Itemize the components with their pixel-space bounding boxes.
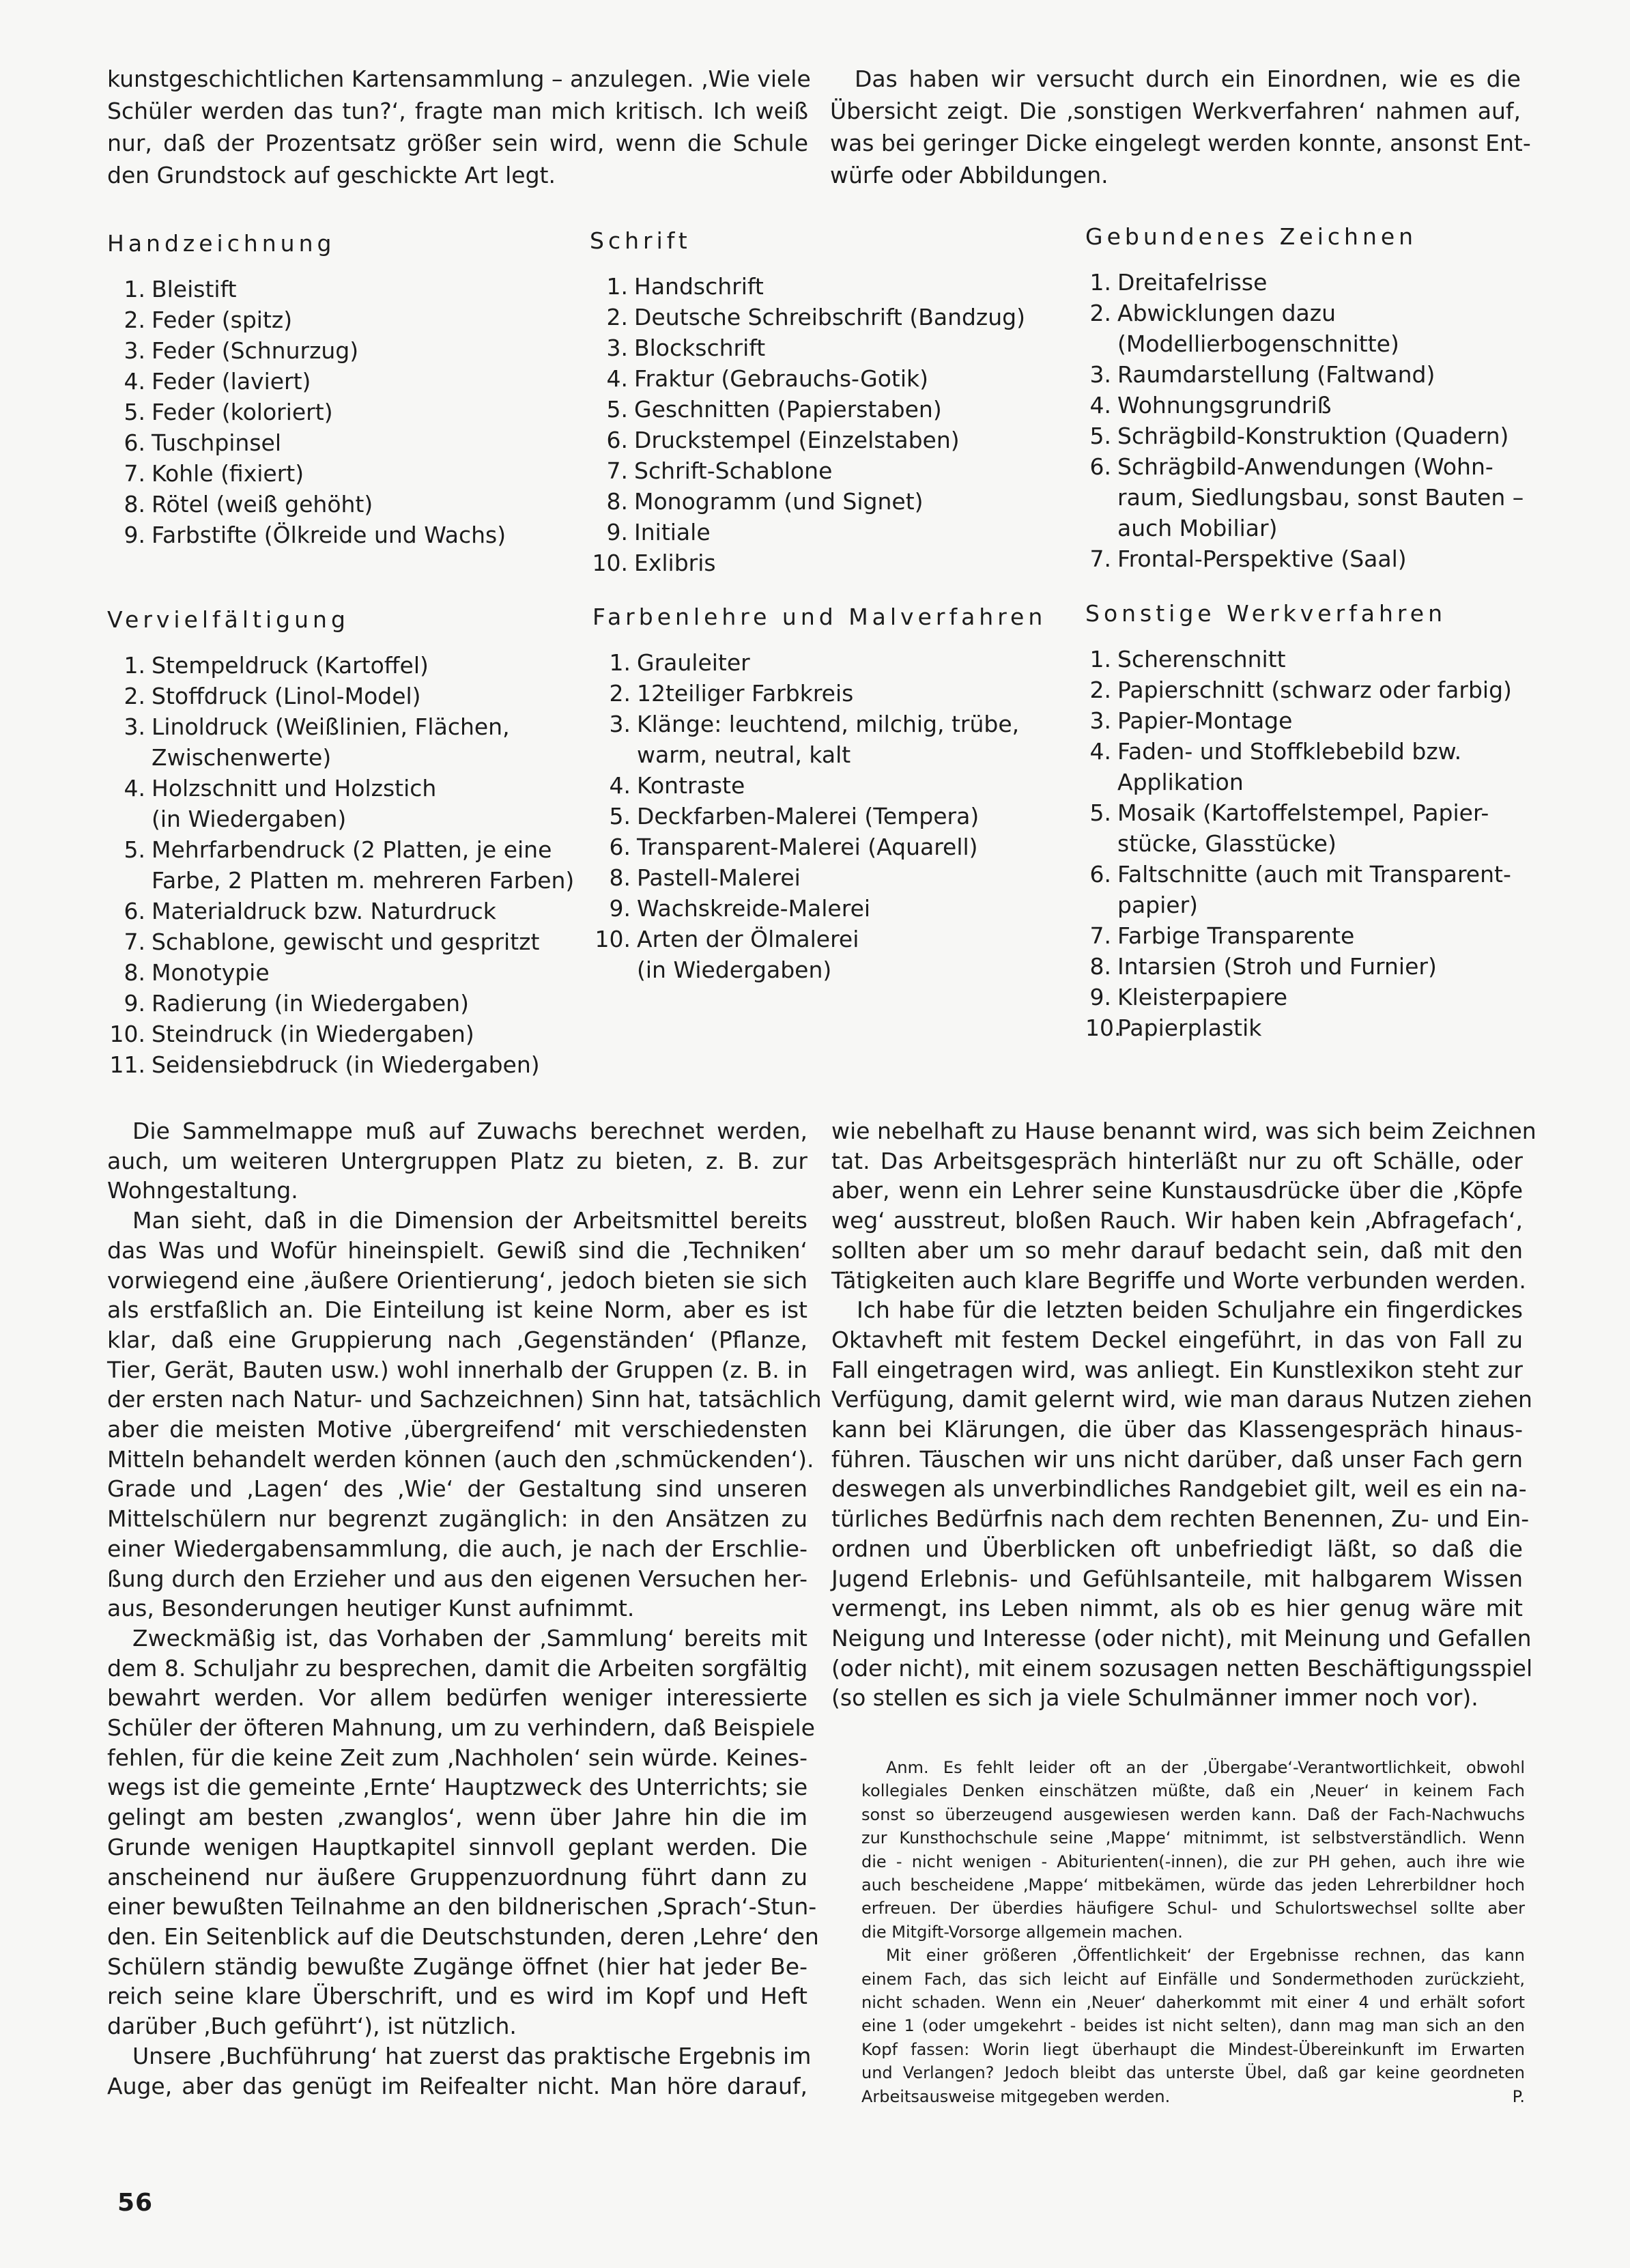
list-item-label: Geschnitten (Papierstaben) (634, 396, 942, 423)
list-item (1085, 675, 1512, 705)
list-item-label: Tuschpinsel (152, 429, 282, 456)
text-line: nicht schaden. Wenn ein ‚Neuer‘ daherkommt mit einer 4 und erhält sofort (861, 1993, 1525, 2013)
list-item-number: 5. (124, 836, 145, 863)
list-item (1085, 890, 1512, 920)
list-item-label: Farbe, 2 Platten m. mehreren Farben) (152, 867, 575, 894)
list-item-number: 4. (606, 365, 628, 392)
text-line: Wohngestaltung. (107, 1177, 298, 1204)
text-line: darüber ‚Buch geführt‘), ist nützlich. (107, 2013, 517, 2040)
list-item-label: Dreitafelrisse (1117, 269, 1268, 296)
list-item-number: 5. (1089, 799, 1111, 826)
text-line: tat. Das Arbeitsgespräch hinterläßt nur zu oft Schälle, oder (831, 1147, 1523, 1174)
list-item-number: 5. (1089, 423, 1111, 449)
list-item-label: Steindruck (in Wiedergaben) (152, 1021, 474, 1047)
text-line: zur Kunsthochschule seine ‚Mappe‘ mitnimmt, ist selbstverständlich. Wenn (861, 1828, 1525, 1848)
text-line: führen. Täuschen wir uns nicht darüber, daß unser Fach gern (831, 1445, 1523, 1473)
list-item (592, 924, 1046, 954)
list-item-label: Klänge: leuchtend, milchig, trübe, (637, 711, 1020, 737)
text-line: bewahrt werden. Vor allem bedürfen weniger interessierte (107, 1684, 807, 1712)
text-line: Verfügung, damit gelernt wird, wie man daraus Nutzen ziehen (831, 1386, 1532, 1413)
list-item (1085, 797, 1512, 828)
list-item-label: Mosaik (Kartoffelstempel, Papier- (1117, 799, 1489, 826)
text-line: Übersicht zeigt. Die ‚sonstigen Werkverfahren‘ nahmen auf, (830, 98, 1521, 124)
list-item-number: 3. (1089, 707, 1111, 734)
text-line: Mit einer größeren ‚Öffentlichkeit‘ der Ergebnisse rechnen, das kann (886, 1946, 1525, 1966)
text-line: auch, um weiteren Untergruppen Platz zu bieten, z. B. zur (107, 1147, 807, 1174)
list-item-number (1085, 767, 1117, 797)
text-line: Neigung und Interesse (oder nicht), mit Meinung und Gefallen (831, 1624, 1532, 1652)
list-item (1085, 767, 1512, 797)
list-item-number: 2. (124, 307, 145, 333)
text-line: den Grundstock auf geschickte Art legt. (107, 162, 556, 188)
list-item (592, 893, 1046, 924)
list-item (107, 650, 574, 681)
text-line: erfreuen. Der überdies häufigere Schul- und Schulortswechsel sollte aber (861, 1899, 1525, 1918)
list-item-number (107, 865, 152, 896)
list-item-number: 6. (609, 834, 631, 860)
list-item-number: 9. (124, 990, 145, 1017)
text-line: weg‘ ausstreut, bloßen Rauch. Wir haben kein ‚Abfragefach‘, (831, 1207, 1523, 1234)
list-handzeichnung (107, 229, 506, 550)
list-item-label: warm, neutral, kalt (637, 741, 851, 768)
list-item-label: Arten der Ölmalerei (637, 926, 859, 952)
list-item-number: 9. (609, 895, 631, 922)
text-line: einem Fach, das sich leicht auf Einfälle und Sondermethoden zurückzieht, (861, 1969, 1525, 1989)
list-item-label: Blockschrift (634, 335, 766, 361)
list-item-number: 1. (609, 649, 631, 676)
list-item-label: Transparent-Malerei (Aquarell) (637, 834, 978, 860)
list-item-number: 9. (124, 522, 145, 548)
list-item-number: 2. (124, 683, 145, 709)
list-item-label: Schrägbild-Konstruktion (Quadern) (1117, 423, 1509, 449)
list-item (107, 804, 574, 834)
text-line: (oder nicht), mit einem sozusagen netten Beschäftigungsspiel (831, 1654, 1533, 1682)
text-line: ordnen und Überblicken oft unbefriedigt läßt, so daß die (831, 1535, 1523, 1562)
list-item-number: 1. (124, 276, 145, 302)
text-line: Das haben wir versucht durch ein Einordnen, wie es die (855, 66, 1521, 92)
list-item (1085, 513, 1524, 543)
text-line: Tätigkeiten auch klare Begriffe und Worte verbunden werden. (831, 1266, 1526, 1294)
list-item (1085, 920, 1512, 951)
list-item-label: Schrift-Schablone (634, 457, 833, 484)
list-item-number: 4. (1089, 738, 1111, 765)
list-item-number: 10. (592, 550, 628, 576)
list-item-label: Deutsche Schreibschrift (Bandzug) (634, 304, 1025, 330)
text-line: das Was und Wofür hineinspielt. Gewiß sind die ‚Techniken‘ (107, 1236, 807, 1264)
text-line: kunstgeschichtlichen Kartensammlung – anzulegen. ‚Wie viele (107, 66, 811, 92)
page-number: 56 (117, 2189, 154, 2217)
list-item-label: Zwischenwerte) (152, 744, 332, 771)
list-item (590, 332, 1025, 363)
list-item (1085, 451, 1524, 482)
list-item-number: 4. (124, 368, 145, 395)
list-item-label: Exlibris (634, 550, 716, 576)
list-item-label: Bleistift (152, 276, 237, 302)
list-item-number: 7. (124, 929, 145, 955)
list-heading: Sonstige Werkverfahren (1085, 600, 1446, 627)
text-line: aber, wenn ein Lehrer seine Kunstausdrücke über die ‚Köpfe (831, 1177, 1523, 1204)
list-item-label: Papierschnitt (schwarz oder farbig) (1117, 677, 1512, 703)
list-item-number: 4. (609, 772, 631, 799)
text-line: (so stellen es sich ja viele Schulmänner immer noch vor). (831, 1684, 1478, 1712)
list-item-number: 1. (124, 652, 145, 679)
list-item (1085, 1012, 1512, 1043)
body-text-right-column (831, 1116, 1536, 1713)
text-line: deswegen als unverbindliches Randgebiet gilt, weil es ein na- (831, 1475, 1527, 1503)
list-item (107, 427, 506, 458)
text-line: wie nebelhaft zu Hause benannt wird, was sich beim Zeichnen (831, 1118, 1536, 1144)
list-item-label: Initiale (634, 519, 711, 545)
text-line: sollten aber um so mehr darauf bedacht sein, daß mit den (831, 1236, 1523, 1264)
list-item (107, 957, 574, 988)
list-item-number: 3. (124, 337, 145, 364)
list-item (592, 801, 1046, 832)
list-heading: Gebundenes Zeichnen (1085, 223, 1418, 250)
text-line: Mitteln behandelt werden können (auch den ‚schmückenden‘). (107, 1445, 814, 1473)
list-item-number: 7. (606, 457, 628, 484)
list-item-label: Grauleiter (637, 649, 750, 676)
text-line: fehlen, für die keine Zeit zum ‚Nachholen‘ sein würde. Keines- (107, 1744, 807, 1771)
body-text-left-column (107, 1116, 822, 2101)
list-item (1085, 644, 1512, 675)
text-line: aus, Besonderungen heutiger Kunst aufnimmt. (107, 1595, 635, 1622)
list-item-label: Seidensiebdruck (in Wiedergaben) (152, 1051, 540, 1078)
list-item (590, 363, 1025, 394)
list-item-number: 3. (1089, 361, 1111, 388)
list-item (592, 647, 1046, 678)
list-item-label: Papierplastik (1117, 1015, 1262, 1041)
text-line: einer bewußten Teilnahme an den bildnerischen ‚Sprach‘-Stun- (107, 1893, 817, 1920)
text-line: gelingt am besten ‚zwanglos‘, wenn über Jahre hin die im (107, 1804, 807, 1831)
list-item-number: 7. (1089, 922, 1111, 949)
list-item-number: 3. (606, 335, 628, 361)
list-item (592, 739, 1046, 770)
list-item-number: 8. (609, 864, 631, 891)
list-item-number (1085, 513, 1117, 543)
list-item-label: Abwicklungen dazu (1117, 300, 1336, 326)
list-item-number: 4. (124, 775, 145, 802)
list-item-label: (in Wiedergaben) (152, 806, 347, 832)
list-item-label: Schablone, gewischt und gespritzt (152, 929, 540, 955)
list-item (590, 486, 1025, 517)
list-item-label: Intarsien (Stroh und Furnier) (1117, 953, 1437, 980)
text-line: würfe oder Abbildungen. (830, 162, 1109, 188)
list-schrift (590, 226, 1025, 578)
list-item (1085, 267, 1524, 298)
list-item-label: Papier-Montage (1117, 707, 1293, 734)
list-item-label: Faltschnitte (auch mit Transparent- (1117, 861, 1511, 888)
text-line: Auge, aber das genügt im Reifealter nicht. Man höre darauf, (107, 2072, 807, 2099)
text-line: kollegiales Denken einschätzen müßte, daß ein ‚Neuer‘ in keinem Fach (861, 1781, 1525, 1801)
list-item (590, 271, 1025, 302)
list-item-number: 10. (1085, 1015, 1121, 1041)
signature-initial: P. (1512, 2086, 1525, 2106)
list-item (592, 709, 1046, 739)
list-item-label: Deckfarben-Malerei (Tempera) (637, 803, 980, 830)
list-item-number: 5. (124, 399, 145, 425)
list-item-number (1085, 328, 1117, 359)
list-item-label: Stempeldruck (Kartoffel) (152, 652, 429, 679)
list-item-label: Wohnungsgrundriß (1117, 392, 1332, 419)
list-item-label: Monogramm (und Signet) (634, 488, 924, 515)
list-item-number: 3. (124, 713, 145, 740)
list-item-label: (Modellierbogenschnitte) (1117, 330, 1399, 357)
list-item-label: Raumdarstellung (Faltwand) (1117, 361, 1435, 388)
list-item-label: Feder (Schnurzug) (152, 337, 359, 364)
list-item (1085, 298, 1524, 328)
list-item (590, 517, 1025, 548)
list-item-label: Kontraste (637, 772, 745, 799)
list-item-number (1085, 828, 1117, 859)
text-line: Ich habe für die letzten beiden Schuljahre ein fingerdickes (857, 1296, 1523, 1324)
list-item-label: Materialdruck bzw. Naturdruck (152, 898, 496, 924)
list-item (107, 773, 574, 804)
list-item-number: 7. (1089, 545, 1111, 572)
text-line: Grade und ‚Lagen‘ des ‚Wie‘ der Gestaltung sind unseren (107, 1475, 807, 1503)
list-item-label: 12teiliger Farbkreis (637, 680, 854, 707)
list-item-number (107, 742, 152, 773)
list-item-label: Farbige Transparente (1117, 922, 1355, 949)
text-line: wegs ist die gemeinte ‚Ernte‘ Hauptzweck des Unterrichts; sie (107, 1774, 808, 1801)
text-line: Schüler werden das tun?‘, fragte man mich kritisch. Ich weiß (107, 98, 808, 124)
list-item-label: raum, Siedlungsbau, sonst Bauten – (1117, 484, 1524, 511)
list-item-label: Farbstifte (Ölkreide und Wachs) (152, 522, 506, 548)
list-item (107, 711, 574, 742)
list-item-number: 6. (124, 429, 145, 456)
list-item-label: papier) (1117, 892, 1199, 918)
list-item (107, 1019, 574, 1049)
list-item-label: Applikation (1117, 769, 1244, 795)
list-item-label: Pastell-Malerei (637, 864, 801, 891)
text-line: und Verlangen? Jedoch bleibt das unterste Übel, daß gar keine geordneten (861, 2063, 1525, 2083)
text-line: die Mitgift-Vorsorge allgemein machen. (861, 1922, 1183, 1942)
text-line: Jugend Erlebnis- und Gefühlsanteile, mit halbgarem Wissen (831, 1565, 1523, 1592)
list-item-label: Fraktur (Gebrauchs-Gotik) (634, 365, 929, 392)
list-item (107, 926, 574, 957)
list-item-number: 9. (1089, 984, 1111, 1010)
list-item (107, 681, 574, 711)
intro-left-paragraph (107, 63, 811, 191)
text-line: klar, daß eine Gruppierung nach ‚Gegenständen‘ (Pflanze, (107, 1326, 807, 1353)
list-item-label: Monotypie (152, 959, 270, 986)
list-item-label: Holzschnitt und Holzstich (152, 775, 437, 802)
list-gebundenes-zeichnen (1085, 222, 1524, 574)
list-item (592, 832, 1046, 862)
text-line: Die Sammelmappe muß auf Zuwachs berechnet werden, (132, 1118, 807, 1144)
list-item (592, 678, 1046, 709)
text-line: auch bescheidene ‚Mappe‘ mitbekämen, würde das jeden Lehrerbildner hoch (861, 1875, 1525, 1895)
list-item-number: 8. (1089, 953, 1111, 980)
footnote-annotation (861, 1756, 1525, 2108)
text-line: Zweckmäßig ist, das Vorhaben der ‚Sammlung‘ bereits mit (132, 1624, 807, 1652)
text-line: nur, daß der Prozentsatz größer sein wird, wenn die Schule (107, 130, 808, 156)
list-item (107, 366, 506, 397)
list-item-label: Mehrfarbendruck (2 Platten, je eine (152, 836, 552, 863)
list-item (107, 520, 506, 550)
list-item (1085, 328, 1524, 359)
list-item-label: Rötel (weiß gehöht) (152, 491, 373, 518)
text-line: türliches Bedürfnis nach dem rechten Benennen, Zu- und Ein- (831, 1505, 1530, 1533)
list-item (1085, 951, 1512, 982)
list-item-number: 11. (109, 1051, 145, 1078)
list-item (1085, 705, 1512, 736)
text-line: die - nicht wenigen - Abiturienten(-innen), die zur PH gehen, auch ihre wie (861, 1852, 1525, 1871)
list-item (107, 742, 574, 773)
list-item-number: 2. (606, 304, 628, 330)
text-line: einer Wiedergabensammlung, die auch, je nach der Erschlie- (107, 1535, 807, 1562)
text-line: anscheinend nur äußere Gruppenzuordnung führt dann zu (107, 1863, 807, 1890)
list-item-label: Handschrift (634, 273, 764, 300)
list-item (592, 770, 1046, 801)
list-item-number: 8. (124, 959, 145, 986)
list-item-number: 5. (609, 803, 631, 830)
list-item-label: Feder (koloriert) (152, 399, 333, 425)
list-item-label: Faden- und Stoffklebebild bzw. (1117, 738, 1462, 765)
text-line: der ersten nach Natur- und Sachzeichnen) Sinn hat, tatsächlich (107, 1386, 822, 1413)
intro-right-paragraph (830, 63, 1531, 191)
list-item-number: 3. (609, 711, 631, 737)
text-line: Man sieht, daß in die Dimension der Arbeitsmittel bereits (132, 1207, 807, 1234)
text-line: kann bei Klärungen, die über das Klassengespräch hinaus- (831, 1416, 1523, 1443)
list-item-number (107, 804, 152, 834)
list-item-label: Feder (laviert) (152, 368, 311, 395)
list-item-number: 1. (606, 273, 628, 300)
list-item (107, 489, 506, 520)
text-line: ßung durch den Erzieher und aus den eigenen Versuchen her- (107, 1565, 807, 1592)
list-item (590, 425, 1025, 455)
list-vervielfaeltigung (107, 605, 574, 1080)
list-item (1085, 482, 1524, 513)
list-item-number: 6. (1089, 453, 1111, 480)
text-line: Arbeitsausweise mitgegeben werden. (861, 2086, 1171, 2106)
list-item-number (592, 954, 637, 985)
text-line: als erstfaßlich an. Die Einteilung ist keine Norm, aber es ist (107, 1296, 807, 1324)
list-item-number: 9. (606, 519, 628, 545)
list-item-number: 8. (606, 488, 628, 515)
text-line: sonst so überzeugend ausgewiesen werden kann. Daß der Fach-Nachwuchs (861, 1804, 1525, 1824)
list-item (1085, 359, 1524, 390)
text-line: vermengt, ins Leben nimmt, als ob es hier genug wäre mit (831, 1595, 1523, 1622)
list-item (107, 865, 574, 896)
list-item-number: 2. (1089, 300, 1111, 326)
list-item (590, 548, 1025, 578)
list-item-number: 8. (124, 491, 145, 518)
list-item-number (1085, 890, 1117, 920)
list-item-label: Feder (spitz) (152, 307, 293, 333)
list-item-label: Radierung (in Wiedergaben) (152, 990, 469, 1017)
list-item-label: Kohle (fixiert) (152, 460, 304, 487)
list-item (590, 394, 1025, 425)
list-item-number: 6. (1089, 861, 1111, 888)
list-item (1085, 828, 1512, 859)
list-item-number: 6. (606, 427, 628, 453)
text-line: was bei geringer Dicke eingelegt werden konnte, ansonst Ent- (830, 130, 1531, 156)
list-item (107, 335, 506, 366)
list-heading: Schrift (590, 227, 691, 254)
list-item-number: 6. (124, 898, 145, 924)
list-item (1085, 543, 1524, 574)
text-line: eine 1 (oder umgekehrt - beides ist nicht selten), dann mag man sich an den (861, 2016, 1525, 2036)
text-line: Schülern ständig bewußte Zugänge öffnet (hier hat jeder Be- (107, 1953, 807, 1980)
list-item (592, 862, 1046, 893)
text-line: Fall eingetragen wird, was anliegt. Ein Kunstlexikon steht zur (831, 1356, 1523, 1383)
list-sonstige-werkverfahren (1085, 599, 1512, 1043)
list-item-label: stücke, Glasstücke) (1117, 830, 1336, 857)
list-item-number: 2. (1089, 677, 1111, 703)
list-item-label: Linoldruck (Weißlinien, Flächen, (152, 713, 510, 740)
list-item-number (592, 739, 637, 770)
text-line: Unsere ‚Buchführung‘ hat zuerst das praktische Ergebnis im (132, 2042, 812, 2069)
list-item-label: Stoffdruck (Linol-Model) (152, 683, 421, 709)
list-item (107, 304, 506, 335)
list-item-label: Druckstempel (Einzelstaben) (634, 427, 960, 453)
list-item (590, 455, 1025, 486)
text-line: vorwiegend eine ‚äußere Orientierung‘, jedoch bieten sie sich (107, 1266, 807, 1294)
list-item (1085, 390, 1524, 421)
list-item (107, 274, 506, 304)
text-line: Schüler der öfteren Mahnung, um zu verhindern, daß Beispiele (107, 1714, 815, 1742)
list-item-label: Frontal-Perspektive (Saal) (1117, 545, 1407, 572)
list-item-number: 5. (606, 396, 628, 423)
list-item-label: Kleisterpapiere (1117, 984, 1288, 1010)
list-heading: Handzeichnung (107, 230, 336, 257)
text-line: Anm. Es fehlt leider oft an der ‚Übergabe‘-Verantwortlichkeit, obwohl (886, 1758, 1525, 1777)
list-item-number: 1. (1089, 269, 1111, 296)
text-line: Mittelschülern nur begrenzt zugänglich: in den Ansätzen zu (107, 1505, 807, 1533)
list-item (1085, 982, 1512, 1012)
list-item (590, 302, 1025, 332)
list-farbenlehre (592, 602, 1046, 985)
list-item-number (1085, 482, 1117, 513)
list-item-label: Wachskreide-Malerei (637, 895, 871, 922)
text-line: reich seine klare Überschrift, und es wird im Kopf und Heft (107, 1983, 807, 2010)
list-item (592, 954, 1046, 985)
list-item (1085, 421, 1524, 451)
list-item-number: 4. (1089, 392, 1111, 419)
list-heading: Vervielfältigung (107, 606, 349, 633)
list-item-label: Scherenschnitt (1117, 646, 1286, 672)
text-line: Kopf fassen: Worin liegt überhaupt die Mindest-Übereinkunft im Erwarten (861, 2039, 1525, 2059)
list-item (1085, 859, 1512, 890)
list-item-number: 10. (109, 1021, 145, 1047)
list-item (107, 896, 574, 926)
list-heading: Farbenlehre und Malverfahren (592, 604, 1047, 630)
list-item-number: 2. (609, 680, 631, 707)
text-line: Tier, Gerät, Bauten usw.) wohl innerhalb der Gruppen (z. B. in (107, 1356, 807, 1383)
list-item (107, 397, 506, 427)
text-line: Oktavheft mit festem Deckel eingeführt, in das von Fall zu (831, 1326, 1523, 1353)
list-item-label: Schrägbild-Anwendungen (Wohn- (1117, 453, 1493, 480)
list-item (107, 1049, 574, 1080)
text-line: den. Ein Seitenblick auf die Deutschstunden, deren ‚Lehre‘ den (107, 1923, 819, 1950)
list-item (107, 988, 574, 1019)
text-line: aber die meisten Motive ‚übergreifend‘ mit verschiedensten (107, 1416, 807, 1443)
list-item (107, 458, 506, 489)
list-item-number: 7. (124, 460, 145, 487)
text-line: Grunde wenigen Hauptkapitel sinnvoll geplant werden. Die (107, 1833, 807, 1860)
list-item-label: (in Wiedergaben) (637, 956, 832, 983)
list-item-label: auch Mobiliar) (1117, 515, 1278, 541)
list-item-number: 10. (595, 926, 631, 952)
list-item (1085, 736, 1512, 767)
list-item-number: 1. (1089, 646, 1111, 672)
list-item (107, 834, 574, 865)
text-line: dem 8. Schuljahr zu besprechen, damit die Arbeiten sorgfältig (107, 1654, 808, 1682)
